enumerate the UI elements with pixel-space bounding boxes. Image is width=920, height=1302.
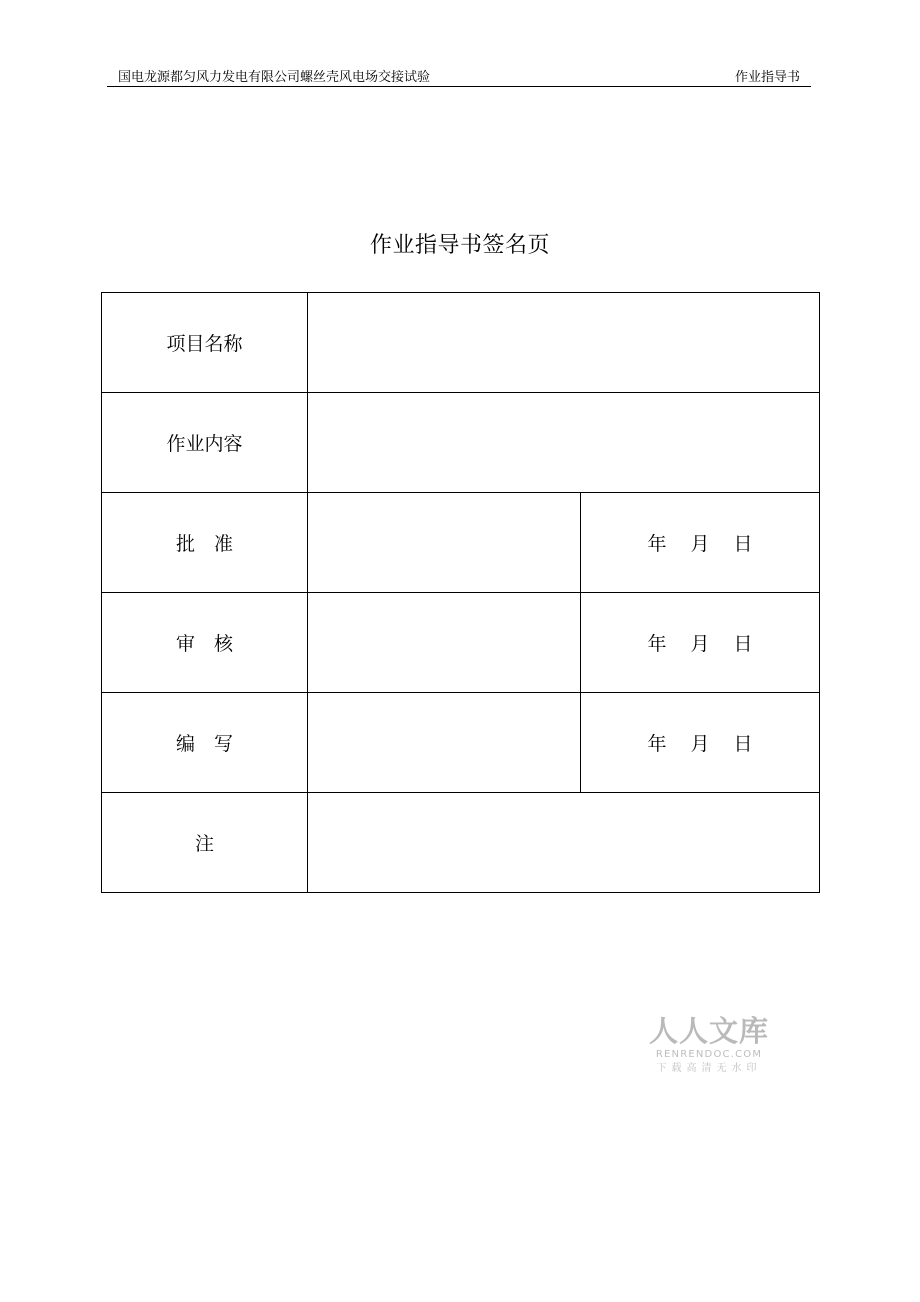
table-row-note [102, 793, 820, 893]
label-project-name: 项目名称 [102, 293, 308, 393]
field-author-date[interactable] [581, 693, 820, 793]
label-approve: 批 准 [102, 493, 308, 593]
field-work-content[interactable] [308, 393, 820, 493]
watermark-brand: 人人文库 [648, 1014, 769, 1048]
table-row-project-name [102, 293, 820, 393]
label-work-content: 作业内容 [102, 393, 308, 493]
field-review-date[interactable] [581, 593, 820, 693]
field-note[interactable] [308, 793, 820, 893]
date-day-label: 日 [733, 633, 753, 655]
date-year-label: 年 [647, 533, 667, 555]
label-author: 编 写 [102, 693, 308, 793]
header-document-type: 作业指导书 [734, 70, 800, 85]
table-row-review [102, 593, 820, 693]
field-project-name[interactable] [308, 293, 820, 393]
date-month-label: 月 [690, 633, 710, 655]
field-approve-signature[interactable] [308, 493, 581, 593]
table-row-author [102, 693, 820, 793]
date-day-label: 日 [733, 533, 753, 555]
field-review-signature[interactable] [308, 593, 581, 693]
label-note: 注 [102, 793, 308, 893]
watermark-logo [646, 1014, 772, 1077]
label-review: 审 核 [102, 593, 308, 693]
field-author-signature[interactable] [308, 693, 581, 793]
header-company-title: 国电龙源都匀风力发电有限公司螺丝壳风电场交接试验 [118, 70, 431, 85]
table-row-approve [102, 493, 820, 593]
date-day-label: 日 [733, 733, 753, 755]
page-header [107, 62, 811, 87]
date-month-label: 月 [690, 533, 710, 555]
date-month-label: 月 [690, 733, 710, 755]
watermark-url: RENRENDOC.COM [655, 1049, 763, 1060]
date-year-label: 年 [647, 633, 667, 655]
field-approve-date[interactable] [581, 493, 820, 593]
signature-table [101, 292, 820, 893]
watermark-tagline: 下载高清无水印 [656, 1063, 762, 1074]
table-row-work-content [102, 393, 820, 493]
page-title: 作业指导书签名页 [369, 233, 550, 258]
date-year-label: 年 [647, 733, 667, 755]
